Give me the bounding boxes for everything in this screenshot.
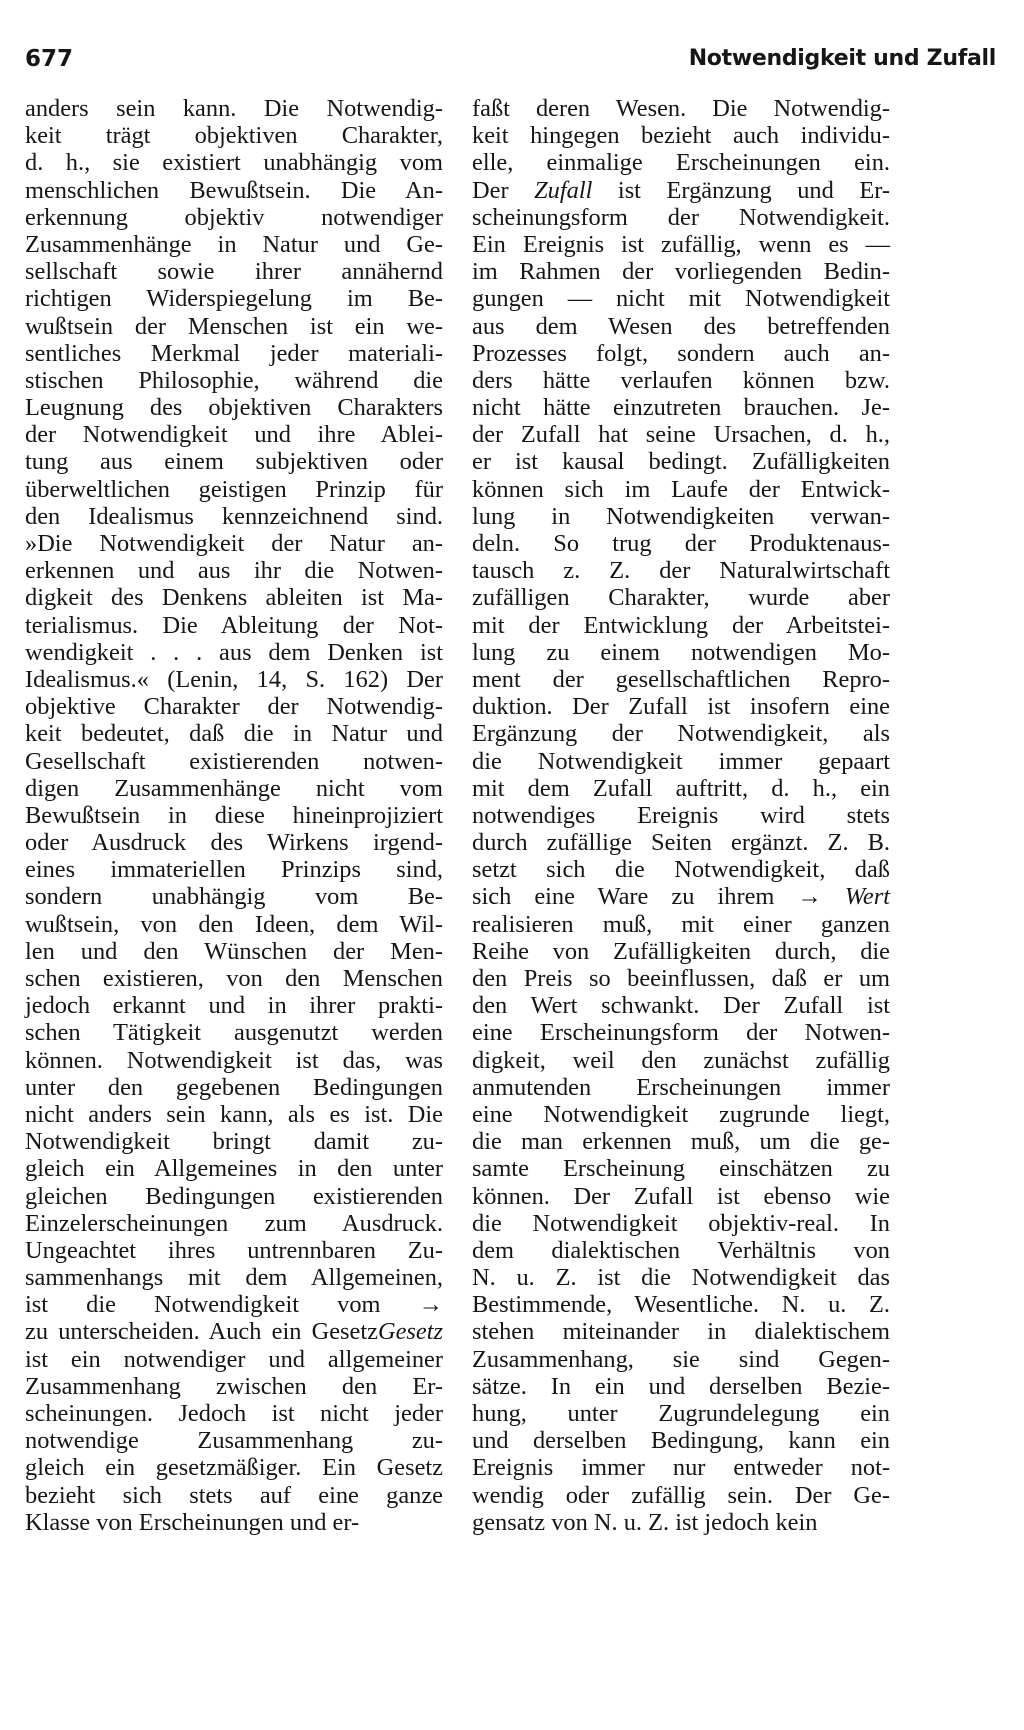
- line-text: überweltlichen geistigen Prinzip für: [25, 475, 443, 503]
- line-text: Idealismus.« (Lenin, 14, S. 162) Der: [25, 665, 443, 693]
- text-line: [25, 693, 443, 720]
- text-line: [25, 231, 443, 258]
- line-text: Reihe von Zufälligkeiten durch, die: [472, 937, 890, 965]
- line-text: Ereignis immer nur entweder not-: [472, 1454, 890, 1482]
- text-line: [25, 1183, 443, 1210]
- line-text: Bewußtsein in diese hineinprojiziert: [25, 801, 443, 829]
- line-text: stehen miteinander in dialektischem: [472, 1318, 890, 1346]
- text-line: [25, 666, 443, 693]
- text-line: [472, 177, 890, 204]
- text-line: [472, 1047, 890, 1074]
- text-line: [472, 1454, 890, 1481]
- text-line: [472, 1346, 890, 1373]
- line-text: zufälligen Charakter, wurde aber: [472, 584, 890, 612]
- text-line: [25, 503, 443, 530]
- text-line: [472, 802, 890, 829]
- line-text: sellschaft sowie ihrer annähernd: [25, 258, 443, 286]
- line-text: ist die Notwendigkeit vom →: [25, 1291, 443, 1319]
- text-line: [472, 748, 890, 775]
- line-text: die Notwendigkeit immer gepaart: [472, 747, 890, 775]
- line-text: Einzelerscheinungen zum Ausdruck.: [25, 1209, 443, 1237]
- text-line: [25, 775, 443, 802]
- cross-reference-term: Gesetz: [377, 1318, 443, 1346]
- text-line: [472, 1101, 890, 1128]
- line-text: erkennen und aus ihr die Notwen-: [25, 557, 443, 585]
- text-line: [472, 883, 890, 910]
- line-text: len und den Wünschen der Men-: [25, 937, 443, 965]
- line-text: gleich ein gesetzmäßiger. Ein Gesetz: [25, 1454, 443, 1482]
- text-line: [472, 1291, 890, 1318]
- text-line: [25, 1155, 443, 1182]
- line-text: lung in Notwendigkeiten verwan-: [472, 502, 890, 530]
- text-line: [25, 612, 443, 639]
- text-line: [472, 1482, 890, 1509]
- line-text: im Rahmen der vorliegenden Bedin-: [472, 258, 890, 286]
- text-column-right: [472, 95, 890, 1536]
- text-line: [472, 149, 890, 176]
- line-text: notwendige Zusammenhang zu-: [25, 1427, 443, 1455]
- line-text: richtigen Widerspiegelung im Be-: [25, 285, 443, 313]
- line-text: hung, unter Zugrundelegung ein: [472, 1400, 890, 1427]
- text-line: [25, 122, 443, 149]
- line-text: können. Notwendigkeit ist das, was: [25, 1046, 443, 1074]
- line-text: d. h., sie existiert unabhängig vom: [25, 149, 443, 177]
- text-column-left: [25, 95, 443, 1536]
- line-text: setzt sich die Notwendigkeit, daß: [472, 856, 890, 884]
- line-text: zu unterscheiden. Auch ein Gesetz: [25, 1318, 378, 1346]
- text-line: [472, 612, 890, 639]
- line-text: lung zu einem notwendigen Mo-: [472, 638, 890, 666]
- line-text: er ist kausal bedingt. Zufälligkeiten: [472, 448, 890, 476]
- line-text: wußtsein der Menschen ist ein we-: [25, 312, 443, 340]
- text-line: [472, 1318, 890, 1345]
- text-line: [25, 748, 443, 775]
- page-number: 677: [25, 46, 74, 72]
- line-text: erkennung objektiv notwendiger: [25, 203, 443, 231]
- text-line: [472, 911, 890, 938]
- line-text: sentliches Merkmal jeder materiali-: [25, 339, 443, 367]
- text-line: [25, 1101, 443, 1128]
- text-line: [25, 149, 443, 176]
- text-line: [25, 367, 443, 394]
- text-line: [25, 883, 443, 910]
- text-line: [25, 856, 443, 883]
- text-line: [472, 829, 890, 856]
- line-text: die Notwendigkeit objektiv-real. In: [472, 1209, 890, 1237]
- text-line: [472, 856, 890, 883]
- text-line: [25, 557, 443, 584]
- text-line: [472, 122, 890, 149]
- text-line: [25, 965, 443, 992]
- text-line: [472, 503, 890, 530]
- text-line: [25, 285, 443, 312]
- text-line: [25, 992, 443, 1019]
- text-line: [472, 775, 890, 802]
- text-line: [472, 313, 890, 340]
- line-text: aus dem Wesen des betreffenden: [472, 312, 890, 340]
- text-line: [25, 476, 443, 503]
- line-text: Notwendigkeit bringt damit zu-: [25, 1128, 443, 1156]
- line-text: bezieht sich stets auf eine ganze: [25, 1481, 443, 1509]
- text-line: [25, 1074, 443, 1101]
- line-text: notwendiges Ereignis wird stets: [472, 801, 890, 829]
- running-title: Notwendigkeit und Zufall: [688, 46, 996, 71]
- line-text: scheinungsform der Notwendigkeit.: [472, 203, 890, 231]
- line-text: digkeit, weil den zunächst zufällig: [472, 1046, 890, 1074]
- line-text: oder Ausdruck des Wirkens irgend-: [25, 829, 443, 857]
- text-line: [472, 1264, 890, 1291]
- line-text: keit trägt objektiven Charakter,: [25, 122, 443, 150]
- line-text: der Zufall hat seine Ursachen, d. h.,: [472, 421, 890, 449]
- text-line: [25, 720, 443, 747]
- line-text: digen Zusammenhänge nicht vom: [25, 774, 443, 802]
- text-line: [25, 313, 443, 340]
- line-text: Zusammenhang zwischen den Er-: [25, 1372, 443, 1400]
- line-text: sätze. In ein und derselben Bezie-: [472, 1372, 890, 1400]
- line-text: duktion. Der Zufall ist insofern eine: [472, 693, 890, 721]
- text-line: [472, 95, 890, 122]
- text-line: [472, 448, 890, 475]
- line-text: keit hingegen bezieht auch individu-: [472, 122, 890, 150]
- text-line: [25, 340, 443, 367]
- text-line: [472, 584, 890, 611]
- page-header: [25, 46, 996, 86]
- text-line: [25, 1509, 443, 1536]
- line-text: mit der Entwicklung der Arbeitstei-: [472, 611, 890, 639]
- line-text: scheinungen. Jedoch ist nicht jeder: [25, 1400, 443, 1427]
- line-text: terialismus. Die Ableitung der Not-: [25, 611, 443, 639]
- text-line: [25, 829, 443, 856]
- line-text: Zusammenhang, sie sind Gegen-: [472, 1345, 890, 1373]
- line-text: können sich im Laufe der Entwick-: [472, 475, 890, 503]
- text-line: [25, 1047, 443, 1074]
- cross-reference-term: Wert: [844, 883, 890, 911]
- text-line: [472, 1509, 890, 1536]
- text-line: [472, 476, 890, 503]
- line-text: faßt deren Wesen. Die Notwendig-: [472, 95, 890, 122]
- text-line: [472, 204, 890, 231]
- line-text: Ungeachtet ihres untrennbaren Zu-: [25, 1236, 443, 1264]
- text-line: [25, 938, 443, 965]
- text-line: [472, 530, 890, 557]
- line-text: realisieren muß, mit einer ganzen: [472, 910, 890, 938]
- text-line: [472, 421, 890, 448]
- line-text: Klasse von Erscheinungen und er-: [25, 1508, 360, 1536]
- text-line: [25, 1210, 443, 1237]
- text-line: [25, 1427, 443, 1454]
- line-text: menschlichen Bewußtsein. Die An-: [25, 176, 443, 204]
- text-line: [25, 1318, 443, 1345]
- line-text: gensatz von N. u. Z. ist jedoch kein: [472, 1508, 818, 1536]
- line-text: deln. So trug der Produktenaus-: [472, 530, 890, 557]
- text-line: [472, 258, 890, 285]
- line-text: die man erkennen muß, um die ge-: [472, 1128, 890, 1156]
- line-text: eine Erscheinungsform der Notwen-: [472, 1019, 890, 1047]
- text-line: [25, 530, 443, 557]
- line-text: ders hätte verlaufen können bzw.: [472, 366, 890, 394]
- line-text: den Preis so beeinflussen, daß er um: [472, 965, 890, 992]
- line-text-suffix: ist Ergänzung und Er-: [592, 176, 890, 204]
- text-line: [25, 802, 443, 829]
- line-text: tung aus einem subjektiven oder: [25, 448, 443, 476]
- line-text: elle, einmalige Erscheinungen ein.: [472, 149, 890, 177]
- line-text: jedoch erkannt und in ihrer prakti-: [25, 992, 443, 1020]
- line-text: sammenhangs mit dem Allgemeinen,: [25, 1264, 443, 1292]
- line-text: Prozesses folgt, sondern auch an-: [472, 339, 890, 367]
- text-line: [25, 1454, 443, 1481]
- text-line: [25, 421, 443, 448]
- line-text: Ein Ereignis ist zufällig, wenn es —: [472, 230, 890, 258]
- text-line: [25, 639, 443, 666]
- line-text: wußtsein, von den Ideen, dem Wil-: [25, 910, 443, 938]
- text-line: [472, 1427, 890, 1454]
- line-text: schen existieren, von den Menschen: [25, 965, 443, 992]
- line-text: tausch z. Z. der Naturalwirtschaft: [472, 557, 890, 585]
- line-text: sich eine Ware zu ihrem →: [472, 883, 845, 911]
- line-text: Gesellschaft existierenden notwen-: [25, 747, 443, 775]
- text-line: [472, 1128, 890, 1155]
- line-text: stischen Philosophie, während die: [25, 366, 443, 394]
- line-text: Der: [472, 176, 535, 204]
- text-line: [25, 448, 443, 475]
- text-line: [25, 95, 443, 122]
- line-text: der Notwendigkeit und ihre Ablei-: [25, 421, 443, 449]
- line-text: digkeit des Denkens ableiten ist Ma-: [25, 584, 443, 612]
- text-line: [472, 231, 890, 258]
- text-line: [472, 720, 890, 747]
- text-line: [25, 1482, 443, 1509]
- line-text: Bestimmende, Wesentliche. N. u. Z.: [472, 1291, 890, 1319]
- line-text: sondern unabhängig vom Be-: [25, 883, 443, 911]
- line-text: Zusammenhänge in Natur und Ge-: [25, 230, 443, 258]
- text-line: [25, 1291, 443, 1318]
- text-line: [472, 1019, 890, 1046]
- text-line: [472, 965, 890, 992]
- line-text: den Wert schwankt. Der Zufall ist: [472, 992, 890, 1020]
- text-line: [472, 1400, 890, 1427]
- line-text: Ergänzung der Notwendigkeit, als: [472, 720, 890, 748]
- text-line: [25, 1019, 443, 1046]
- text-line: [472, 557, 890, 584]
- text-line: [25, 911, 443, 938]
- line-text: objektive Charakter der Notwendig-: [25, 693, 443, 721]
- line-text: wendigkeit . . . aus dem Denken ist: [25, 638, 443, 666]
- text-line: [472, 639, 890, 666]
- text-line: [25, 1373, 443, 1400]
- line-text: anmutenden Erscheinungen immer: [472, 1073, 890, 1101]
- line-text: keit bedeutet, daß die in Natur und: [25, 720, 443, 748]
- text-line: [25, 1128, 443, 1155]
- text-line: [472, 394, 890, 421]
- text-line: [472, 285, 890, 312]
- line-text: und derselben Bedingung, kann ein: [472, 1427, 890, 1455]
- line-text: »Die Notwendigkeit der Natur an-: [25, 530, 443, 557]
- text-line: [472, 1155, 890, 1182]
- line-text: nicht hätte einzutreten brauchen. Je-: [472, 394, 890, 422]
- text-line: [472, 1183, 890, 1210]
- text-line: [472, 1210, 890, 1237]
- line-text: wendig oder zufällig sein. Der Ge-: [472, 1481, 890, 1509]
- text-line: [472, 367, 890, 394]
- text-line: [25, 258, 443, 285]
- text-line: [472, 1373, 890, 1400]
- line-text: eines immateriellen Prinzips sind,: [25, 856, 443, 884]
- line-text: ment der gesellschaftlichen Repro-: [472, 665, 890, 693]
- line-text: gungen — nicht mit Notwendigkeit: [472, 285, 890, 313]
- line-text: samte Erscheinung einschätzen zu: [472, 1155, 890, 1183]
- text-line: [25, 1237, 443, 1264]
- text-line: [472, 666, 890, 693]
- line-text: ist ein notwendiger und allgemeiner: [25, 1345, 443, 1373]
- line-text: eine Notwendigkeit zugrunde liegt,: [472, 1100, 890, 1128]
- line-text: mit dem Zufall auftritt, d. h., ein: [472, 774, 890, 802]
- text-line: [25, 1400, 443, 1427]
- text-line: [472, 1074, 890, 1101]
- text-line: [472, 1237, 890, 1264]
- text-line: [472, 938, 890, 965]
- line-text: N. u. Z. ist die Notwendigkeit das: [472, 1264, 890, 1292]
- line-text: Leugnung des objektiven Charakters: [25, 394, 443, 422]
- text-line: [25, 1264, 443, 1291]
- line-text: nicht anders sein kann, als es ist. Die: [25, 1100, 443, 1128]
- line-text: schen Tätigkeit ausgenutzt werden: [25, 1019, 443, 1047]
- cross-reference-term: Zufall: [534, 176, 593, 204]
- text-line: [472, 340, 890, 367]
- text-line: [25, 204, 443, 231]
- line-text: gleich ein Allgemeines in den unter: [25, 1155, 443, 1183]
- text-line: [472, 693, 890, 720]
- text-line: [25, 394, 443, 421]
- line-text: dem dialektischen Verhältnis von: [472, 1236, 890, 1264]
- text-line: [25, 177, 443, 204]
- line-text: den Idealismus kennzeichnend sind.: [25, 502, 443, 530]
- line-text: durch zufällige Seiten ergänzt. Z. B.: [472, 829, 890, 857]
- line-text: können. Der Zufall ist ebenso wie: [472, 1182, 890, 1210]
- text-line: [25, 1346, 443, 1373]
- line-text: unter den gegebenen Bedingungen: [25, 1073, 443, 1101]
- text-line: [472, 992, 890, 1019]
- line-text: anders sein kann. Die Notwendig-: [25, 95, 443, 122]
- text-line: [25, 584, 443, 611]
- line-text: gleichen Bedingungen existierenden: [25, 1182, 443, 1210]
